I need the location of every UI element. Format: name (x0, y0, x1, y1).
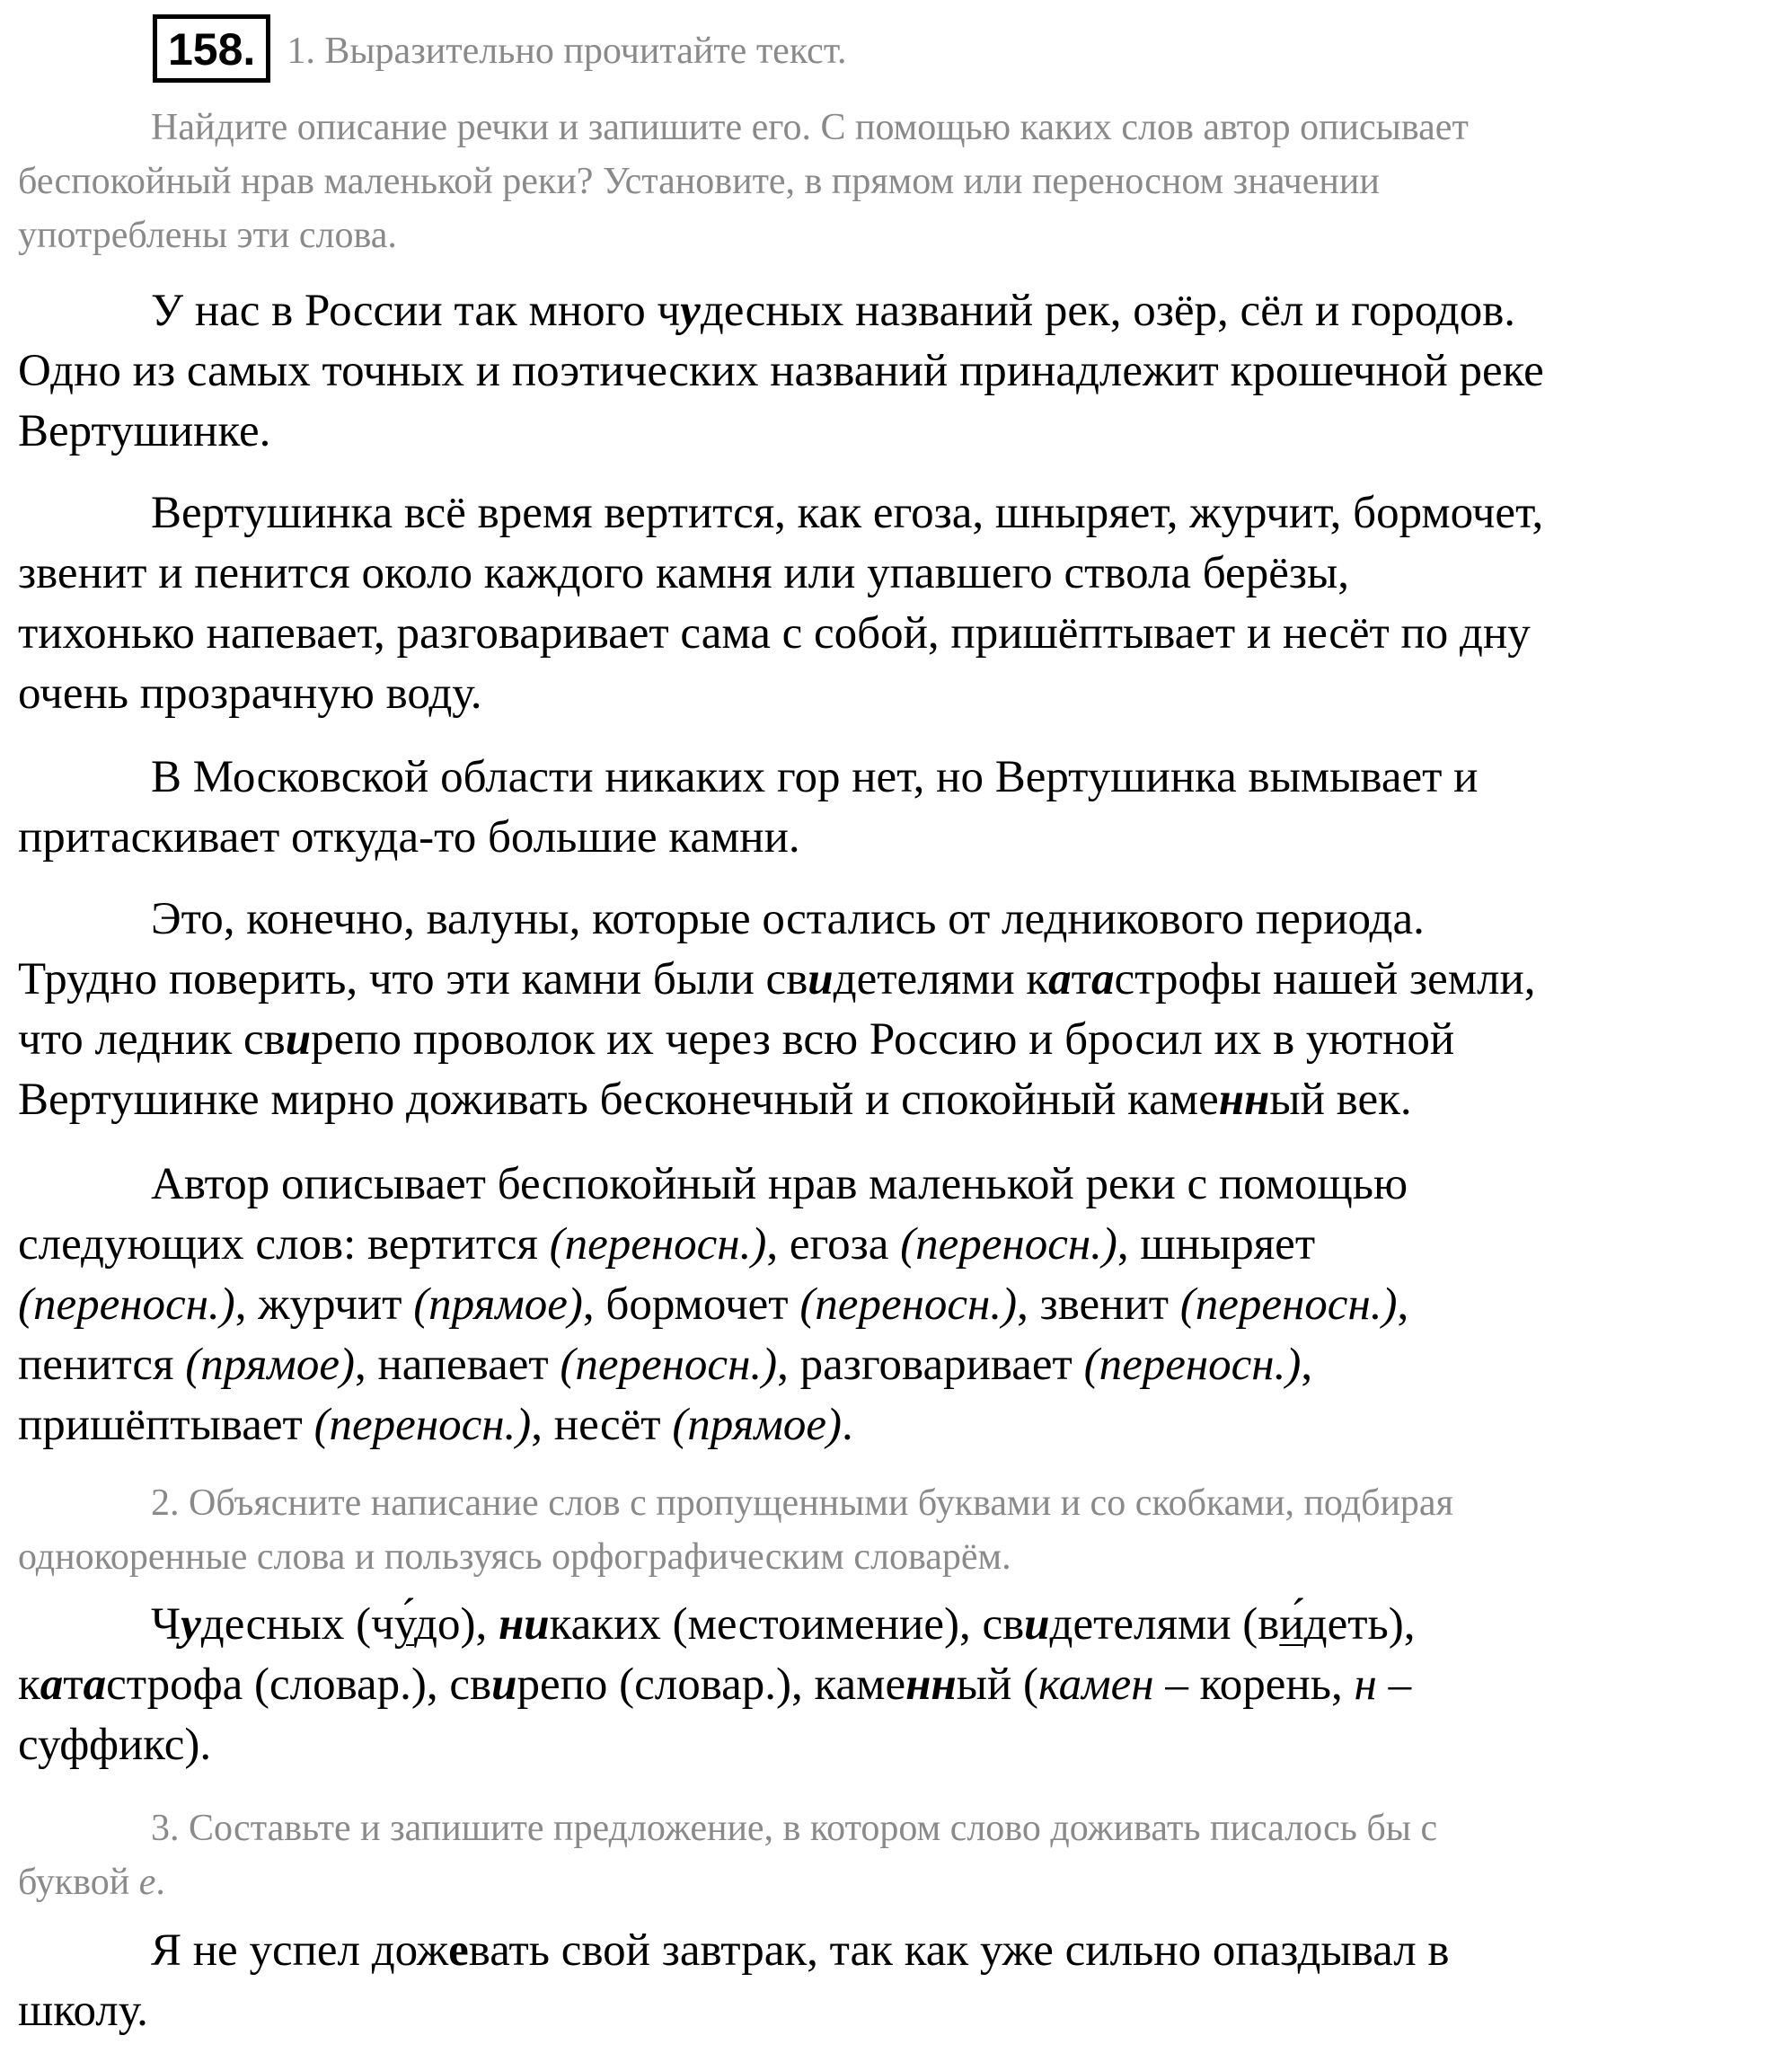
answer-1: Автор описывает беспокойный нрав маленькой реки с помощью следующих слов: вертится (переносн.), егоза (переносн.), шныряет (переносн.), журчит (прямое), бормочет (переносн.), звенит (переносн.), пенится (прямое), напевает (переносн.), разговаривает (переносн.), пришёптывает (переносн.), несёт (прямое). (18, 1159, 1409, 1450)
task-1-instruction: Найдите описание речки и запишите его. С помощью каких слов автор описывает беспокойный нрав маленькой реки? Установите, в прямом или переносном значении употреблены эти слова. (18, 107, 1469, 256)
answer-3: Я не успел дожевать свой завтрак, так как уже сильно опаздывал в школу. (18, 1925, 1450, 2036)
exercise-header (153, 13, 847, 84)
answer-2: Чудесных (чу́до), никаких (местоимение), свидетелями (ви́деть), катастрофа (словар.), свирепо (словар.), каменный (камен – корень, н – суффикс). (18, 1599, 1416, 1770)
text-paragraph-4: Это, конечно, валуны, которые остались от ледникового периода. Трудно поверить, что эти камни были свидетелями катастрофы нашей земли, что ледник свирепо проволок их через всю Россию и бросил их в уютной Вертушинке мирно доживать бесконечный и спокойный каменный век. (18, 894, 1536, 1125)
task-2-instruction: 2. Объясните написание слов с пропущенными буквами и со скобками, подбирая однокоренные слова и пользуясь орфографическим словарём. (18, 1482, 1453, 1578)
task-3-instruction: 3. Составьте и запишите предложение, в котором слово доживать писалось бы с буквой е. (18, 1808, 1438, 1903)
text-paragraph-3: В Московской области никаких гор нет, но Вертушинка вымывает и притаскивает откуда-то большие камни. (18, 752, 1479, 863)
task-1-title: 1. Выразительно прочитайте текст. (287, 31, 847, 72)
exercise-number: 158. (153, 14, 270, 83)
text-paragraph-1: У нас в России так много чудесных названий рек, озёр, сёл и городов. Одно из самых точных и поэтических названий принадлежит крошечной реке Вертушинке. (18, 286, 1544, 456)
text-paragraph-2: Вертушинка всё время вертится, как егоза, шныряет, журчит, бормочет, звенит и пенится около каждого камня или упавшего ствола берёзы, тихонько напевает, разговаривает сама с собой, пришёптывает и несёт по дну очень прозрачную воду. (18, 488, 1544, 719)
